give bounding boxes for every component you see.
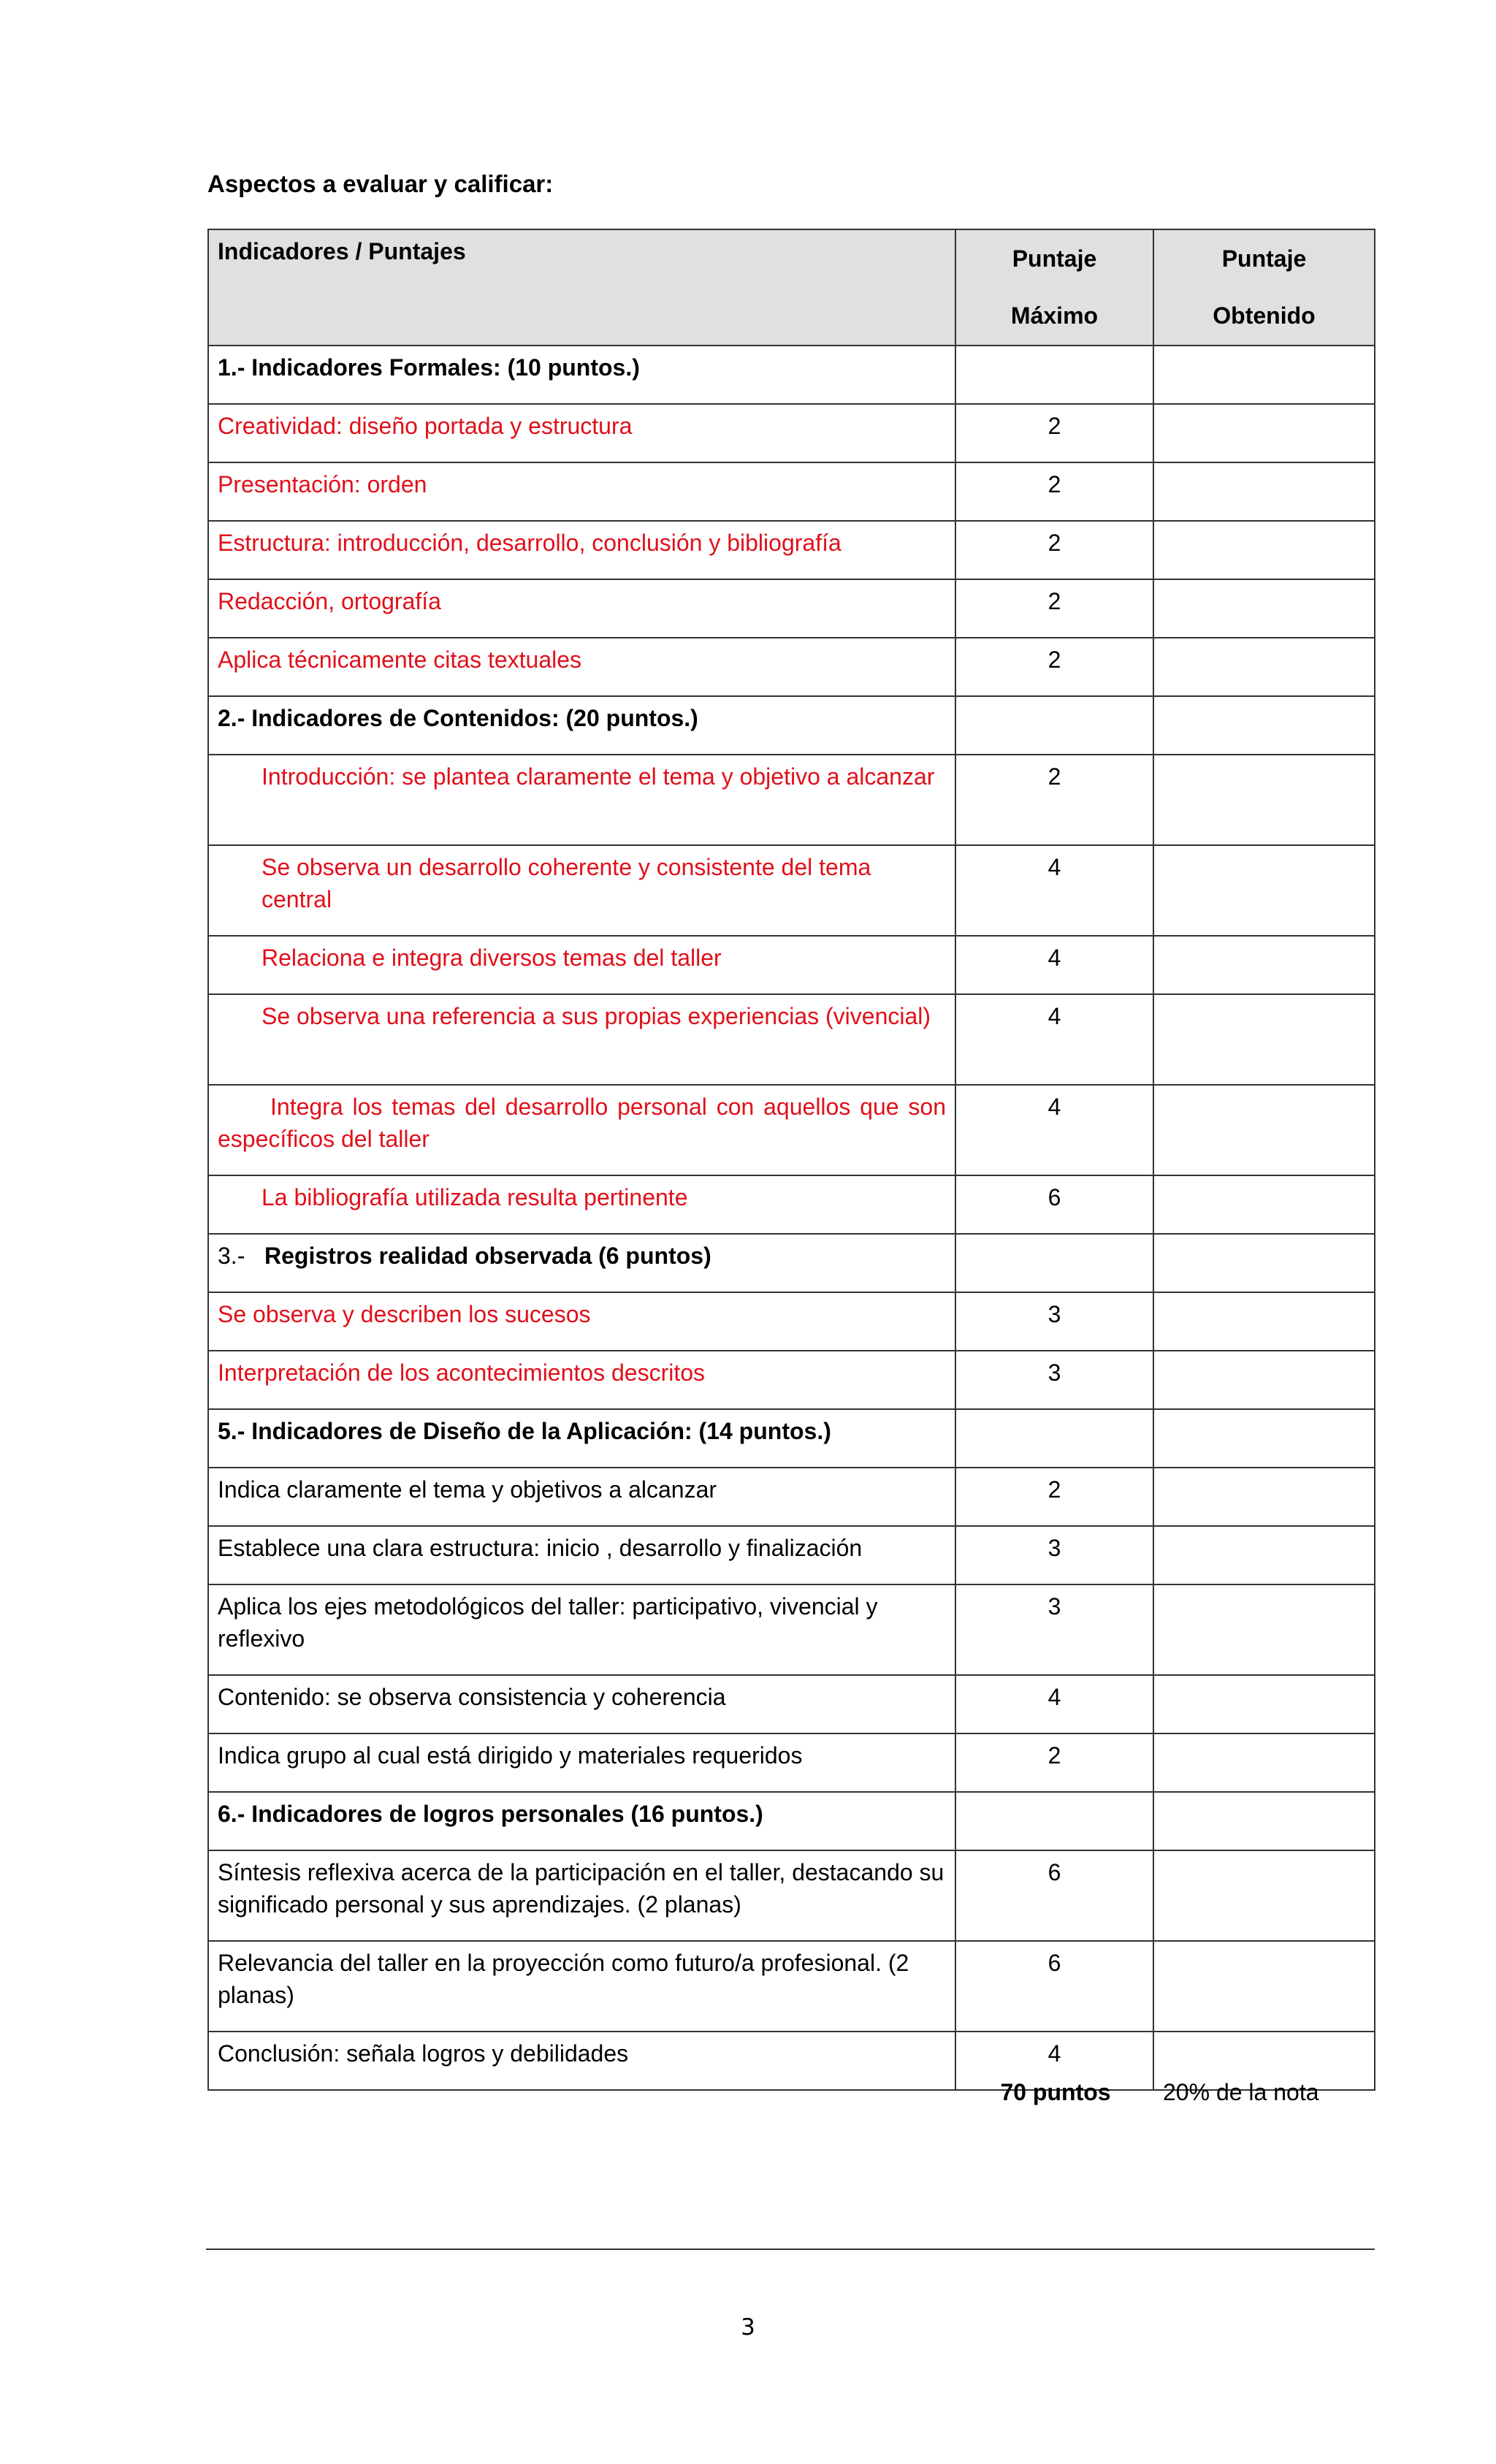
max-score-cell: 4: [955, 845, 1153, 936]
section-title: [208, 1234, 955, 1292]
obtained-score-cell: [1153, 1175, 1375, 1234]
max-score-cell: 2: [955, 404, 1153, 462]
max-score-cell: 2: [955, 1468, 1153, 1526]
obtained-score-cell: [1153, 1675, 1375, 1733]
max-score-cell: 2: [955, 1733, 1153, 1792]
header-max-score: [955, 229, 1153, 346]
section-row: [208, 1234, 1375, 1292]
obtained-score-cell: [1153, 1085, 1375, 1175]
header-max-line2: Máximo: [1010, 302, 1099, 329]
table-row: [208, 1468, 1375, 1526]
criterion-text: Relevancia del taller en la proyección como futuro/a profesional. (2 planas): [208, 1941, 955, 2032]
obtained-score-cell: [1153, 462, 1375, 521]
table-row: [208, 404, 1375, 462]
section-number: 3.-: [218, 1243, 245, 1269]
evaluation-table: [207, 229, 1375, 2091]
max-score-cell: 3: [955, 1351, 1153, 1409]
criterion-text: Se observa una referencia a sus propias experiencias (vivencial): [208, 994, 955, 1085]
section-row: [208, 1792, 1375, 1850]
table-row: [208, 638, 1375, 696]
table-row: [208, 845, 1375, 936]
max-score-cell: 4: [955, 1085, 1153, 1175]
criterion-text: Síntesis reflexiva acerca de la participación en el taller, destacando su significado personal y sus aprendizajes. (2 planas): [208, 1850, 955, 1941]
table-row: [208, 1292, 1375, 1351]
obtained-score-cell: [1153, 579, 1375, 638]
table-row: [208, 462, 1375, 521]
section-title: 6.- Indicadores de logros personales (16 puntos.): [208, 1792, 955, 1850]
criterion-text: Establece una clara estructura: inicio , desarrollo y finalización: [208, 1526, 955, 1584]
obtained-score-cell: [1153, 1351, 1375, 1409]
obtained-score-cell: [1153, 521, 1375, 579]
table-row: [208, 936, 1375, 994]
max-score-cell: [955, 346, 1153, 404]
section-heading: Aspectos a evaluar y calificar:: [207, 170, 554, 197]
table-row: [208, 1850, 1375, 1941]
criterion-text: Indica grupo al cual está dirigido y materiales requeridos: [208, 1733, 955, 1792]
header-obtained-score: [1153, 229, 1375, 346]
obtained-score-cell: [1153, 1526, 1375, 1584]
criterion-text: Aplica los ejes metodológicos del taller: participativo, vivencial y reflexivo: [208, 1584, 955, 1675]
section-row: [208, 1409, 1375, 1468]
criterion-text: Relaciona e integra diversos temas del taller: [208, 936, 955, 994]
criterion-text: Introducción: se plantea claramente el tema y objetivo a alcanzar: [208, 755, 955, 845]
max-score-cell: 2: [955, 579, 1153, 638]
table-row: [208, 755, 1375, 845]
table-row: [208, 1733, 1375, 1792]
obtained-score-cell: [1153, 1468, 1375, 1526]
obtained-score-cell: [1153, 1941, 1375, 2032]
table-row: [208, 1675, 1375, 1733]
obtained-score-cell: [1153, 1584, 1375, 1675]
section-row: [208, 346, 1375, 404]
criterion-text: Interpretación de los acontecimientos descritos: [208, 1351, 955, 1409]
header-max-line1: Puntaje: [1012, 245, 1097, 272]
section-row: [208, 696, 1375, 755]
table-row: [208, 1351, 1375, 1409]
max-score-cell: 4: [955, 1675, 1153, 1733]
max-score-cell: [955, 1234, 1153, 1292]
table-row: [208, 579, 1375, 638]
max-score-cell: 2: [955, 462, 1153, 521]
max-score-cell: 2: [955, 755, 1153, 845]
table-row: [208, 1175, 1375, 1234]
section-title: 2.- Indicadores de Contenidos: (20 puntos.): [208, 696, 955, 755]
obtained-score-cell: [1153, 1409, 1375, 1468]
criterion-text: Conclusión: señala logros y debilidades: [208, 2032, 955, 2090]
table-header-row: [208, 229, 1375, 346]
section-title-text: Registros realidad observada (6 puntos): [264, 1243, 711, 1269]
obtained-score-cell: [1153, 696, 1375, 755]
criterion-text: Redacción, ortografía: [208, 579, 955, 638]
obtained-score-cell: [1153, 404, 1375, 462]
max-score-cell: 6: [955, 1850, 1153, 1941]
max-score-cell: [955, 1409, 1153, 1468]
max-score-cell: [955, 1792, 1153, 1850]
header-indicators: Indicadores / Puntajes: [208, 229, 955, 346]
table-row: [208, 1526, 1375, 1584]
max-score-cell: 4: [955, 994, 1153, 1085]
criterion-text: Se observa y describen los sucesos: [208, 1292, 955, 1351]
max-score-cell: 3: [955, 1584, 1153, 1675]
table-row: [208, 1941, 1375, 2032]
table-row: [208, 1584, 1375, 1675]
criterion-text: Indica claramente el tema y objetivos a alcanzar: [208, 1468, 955, 1526]
criterion-text: Se observa un desarrollo coherente y consistente del tema central: [208, 845, 955, 936]
obtained-score-cell: [1153, 755, 1375, 845]
max-score-cell: 4: [955, 936, 1153, 994]
max-score-cell: [955, 696, 1153, 755]
obtained-score-cell: [1153, 346, 1375, 404]
footer-divider: [206, 2249, 1375, 2250]
obtained-score-cell: [1153, 845, 1375, 936]
max-score-cell: 6: [955, 1941, 1153, 2032]
total-weight-note: 20% de la nota: [1163, 2079, 1319, 2105]
obtained-score-cell: [1153, 994, 1375, 1085]
table-row: [208, 521, 1375, 579]
page-number: 3: [741, 2314, 755, 2341]
max-score-cell: 4: [955, 2032, 1153, 2090]
header-obtained-line1: Puntaje: [1221, 245, 1307, 272]
section-title: 5.- Indicadores de Diseño de la Aplicación: (14 puntos.): [208, 1409, 955, 1468]
obtained-score-cell: [1153, 1234, 1375, 1292]
section-title: 1.- Indicadores Formales: (10 puntos.): [208, 346, 955, 404]
total-points: 70 puntos: [1000, 2079, 1111, 2105]
criterion-text: Estructura: introducción, desarrollo, conclusión y bibliografía: [208, 521, 955, 579]
obtained-score-cell: [1153, 638, 1375, 696]
table-row: [208, 1085, 1375, 1175]
max-score-cell: 2: [955, 521, 1153, 579]
criterion-text: Aplica técnicamente citas textuales: [208, 638, 955, 696]
header-obtained-line2: Obtenido: [1213, 302, 1316, 329]
max-score-cell: 3: [955, 1526, 1153, 1584]
criterion-text: Contenido: se observa consistencia y coherencia: [208, 1675, 955, 1733]
criterion-text: La bibliografía utilizada resulta pertinente: [208, 1175, 955, 1234]
max-score-cell: 2: [955, 638, 1153, 696]
obtained-score-cell: [1153, 1733, 1375, 1792]
criterion-text: Presentación: orden: [208, 462, 955, 521]
criterion-text: Integra los temas del desarrollo personal con aquellos que son específicos del taller: [208, 1085, 955, 1175]
max-score-cell: 6: [955, 1175, 1153, 1234]
table-row: [208, 994, 1375, 1085]
criterion-text: Creatividad: diseño portada y estructura: [208, 404, 955, 462]
obtained-score-cell: [1153, 1292, 1375, 1351]
obtained-score-cell: [1153, 936, 1375, 994]
obtained-score-cell: [1153, 1792, 1375, 1850]
max-score-cell: 3: [955, 1292, 1153, 1351]
obtained-score-cell: [1153, 1850, 1375, 1941]
